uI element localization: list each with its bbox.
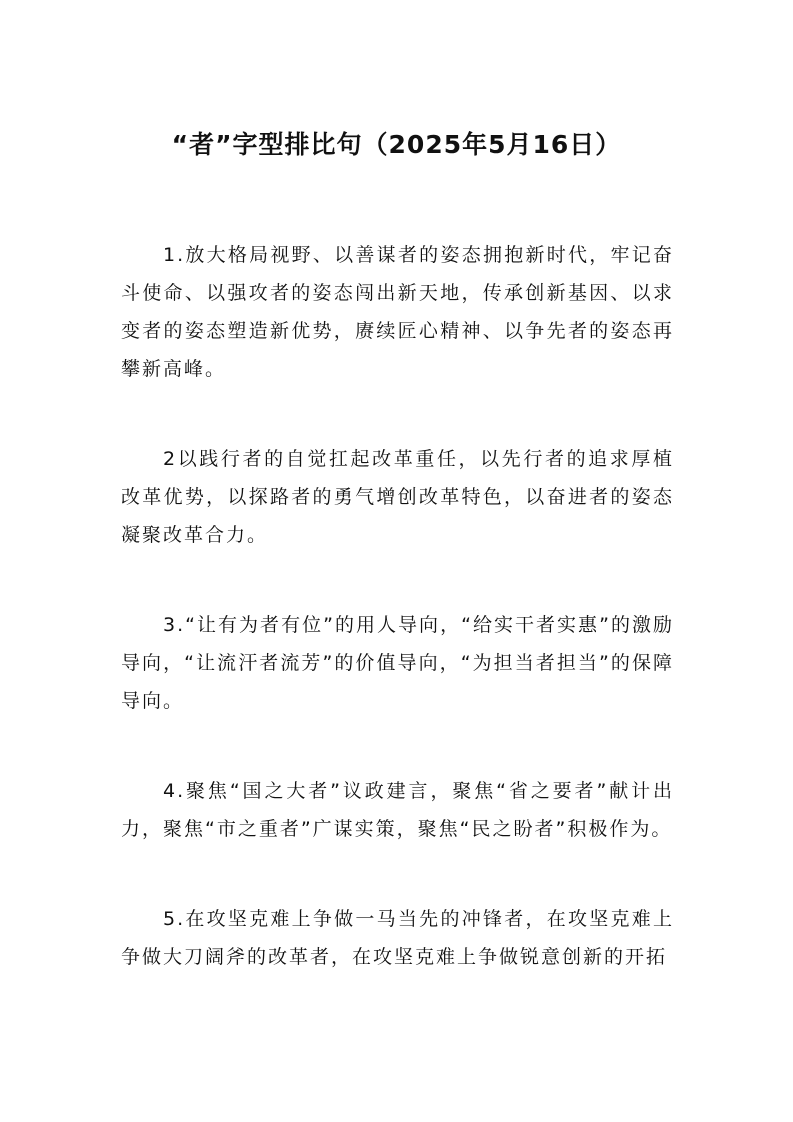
paragraph-2: 2以践行者的自觉扛起改革重任，以先行者的追求厚植改革优势，以探路者的勇气增创改革特色，以奋进者的姿态凝聚改革合力。 <box>121 448 674 546</box>
document-body <box>121 236 674 1028</box>
paragraph-5: 5.在攻坚克难上争做一马当先的冲锋者，在攻坚克难上争做大刀阔斧的改革者，在攻坚克难上争做锐意创新的开拓 <box>121 908 674 968</box>
paragraph-4: 4.聚焦“国之大者”议政建言，聚焦“省之要者”献计出力，聚焦“市之重者”广谋实策，聚焦“民之盼者”积极作为。 <box>121 780 674 840</box>
paragraph-3: 3.“让有为者有位”的用人导向，“给实干者实惠”的激励导向，“让流汗者流芳”的价值导向，“为担当者担当”的保障导向。 <box>121 614 674 712</box>
paragraph-1: 1.放大格局视野、以善谋者的姿态拥抱新时代，牢记奋斗使命、以强攻者的姿态闯出新天地，传承创新基因、以求变者的姿态塑造新优势，赓续匠心精神、以争先者的姿态再攀新高峰。 <box>121 244 674 380</box>
document-title: “者”字型排比句（2025年5月16日） <box>171 130 622 159</box>
